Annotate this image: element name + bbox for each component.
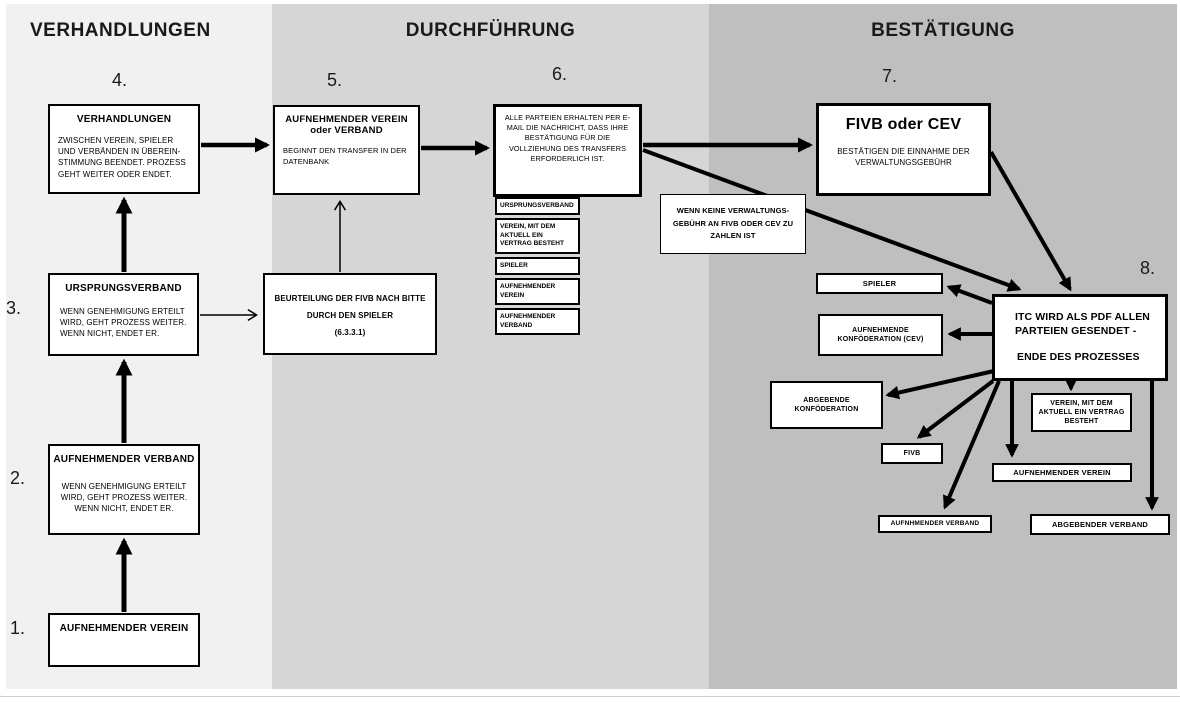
step7-body: BESTÄTIGEN DIE EINNAHME DER VERWALTUNGSGEBÜHR	[837, 147, 970, 168]
step7-number: 7.	[882, 66, 898, 86]
party-aufnehmende-konfoederation-box: AUFNEHMENDE KONFÖDERATION (CEV)	[818, 314, 943, 356]
fee-note-line2: GEBÜHR AN FIVB ODER CEV ZU	[672, 218, 794, 228]
review-line3: (6.3.3.1)	[334, 328, 366, 338]
step3-number: 3.	[6, 298, 22, 318]
step8-number: 8.	[1140, 258, 1156, 278]
party-verein-vertrag-box: VEREIN, MIT DEM AKTUELL EIN VERTRAG BESTEHT	[1031, 393, 1132, 432]
step2-body: WENN GENEHMIGUNG ERTEILT WIRD, GEHT PROZESS WEITER. WENN NICHT, ENDET ER.	[60, 482, 188, 514]
step1-title: AUFNEHMENDER VEREIN	[59, 623, 189, 634]
review-line1: BEURTEILUNG DER FIVB NACH BITTE	[274, 294, 426, 303]
fee-note-box	[660, 194, 806, 254]
recipient-ursprungsverband: URSPRUNGSVERBAND	[495, 197, 580, 215]
step6-number: 6.	[552, 64, 568, 84]
step7-title: FIVB oder CEV	[845, 116, 962, 133]
step2-title: AUFNEHMENDER VERBAND	[53, 454, 195, 465]
column-negotiations-header: VERHANDLUNGEN	[30, 20, 211, 41]
fee-note-line1: WENN KEINE VERWALTUNGS-	[676, 206, 790, 215]
step5-title-line2: oder VERBAND	[310, 125, 383, 136]
step6-box	[493, 104, 642, 197]
step2-box	[48, 444, 200, 535]
step3-box	[48, 273, 199, 356]
recipient-verein-vertrag: VEREIN, MIT DEM AKTUELL EIN VERTRAG BESTEHT	[495, 218, 580, 253]
step5-body: BEGINNT DEN TRANSFER IN DER DATENBANK	[283, 146, 407, 166]
party-abgebender-verband-box: ABGEBENDER VERBAND	[1030, 514, 1170, 535]
arrow-step7-to-step8	[991, 152, 1070, 289]
step1-number: 1.	[10, 618, 26, 638]
step4-number: 4.	[112, 70, 128, 90]
step5-box	[273, 105, 420, 195]
arrow-step8-to-fivb	[919, 381, 993, 437]
step6-recipients-list	[495, 197, 580, 335]
party-aufnehmender-verein-box: AUFNEHMENDER VEREIN	[992, 463, 1132, 482]
step5-number: 5.	[327, 70, 343, 90]
party-abgebende-konfoederation-box: ABGEBENDE KONFÖDERATION	[770, 381, 883, 429]
step3-body: WENN GENEHMIGUNG ERTEILT WIRD, GEHT PROZESS WEITER. WENN NICHT, ENDET ER.	[60, 307, 187, 339]
step8-box	[992, 294, 1168, 381]
review-box	[263, 273, 437, 355]
column-confirmation-header: BESTÄTIGUNG	[871, 20, 1015, 41]
step4-body: ZWISCHEN VEREIN, SPIELER UND VERBÄNDEN IN ÜBEREIN-STIMMUNG BEENDET. PROZESS GEHT WEITER ODER ENDET.	[58, 136, 186, 179]
recipient-aufnehmender-verband: AUFNEHMENDER VERBAND	[495, 308, 580, 335]
step7-box	[816, 103, 991, 196]
recipient-spieler: SPIELER	[495, 257, 580, 275]
step4-box	[48, 104, 200, 194]
step6-body: ALLE PARTEIEN ERHALTEN PER E-MAIL DIE NACHRICHT, DASS IHRE BESTÄTIGUNG FÜR DIE VOLLZIEHUNG DES TRANSFERS ERFORDERLICH IST.	[504, 113, 631, 163]
step4-title: VERHANDLUNGEN	[76, 114, 172, 125]
step1-box	[48, 613, 200, 667]
arrow-step8-to-spieler	[949, 287, 992, 303]
party-spieler-box: SPIELER	[816, 273, 943, 294]
column-execution-header: DURCHFÜHRUNG	[405, 20, 576, 41]
step2-number: 2.	[10, 468, 26, 488]
step3-title: URSPRUNGSVERBAND	[65, 283, 182, 294]
arrow-step8-to-aufnhmender-verband	[945, 381, 999, 507]
party-aufnhmender-verband-box: AUFNHMENDER VERBAND	[878, 515, 992, 533]
party-fivb-box: FIVB	[881, 443, 943, 464]
fee-note-line3: ZAHLEN IST	[710, 231, 756, 240]
step8-line2: ENDE DES PROZESSES	[1017, 351, 1140, 364]
step5-title-line1: AUFNEHMENDER VEREIN	[285, 114, 408, 125]
step8-line1: ITC WIRD ALS PDF ALLEN PARTEIEN GESENDET -	[1015, 311, 1150, 337]
review-line2: DURCH DEN SPIELER	[306, 311, 394, 321]
recipient-aufnehmender-verein: AUFNEHMENDER VEREIN	[495, 278, 580, 305]
